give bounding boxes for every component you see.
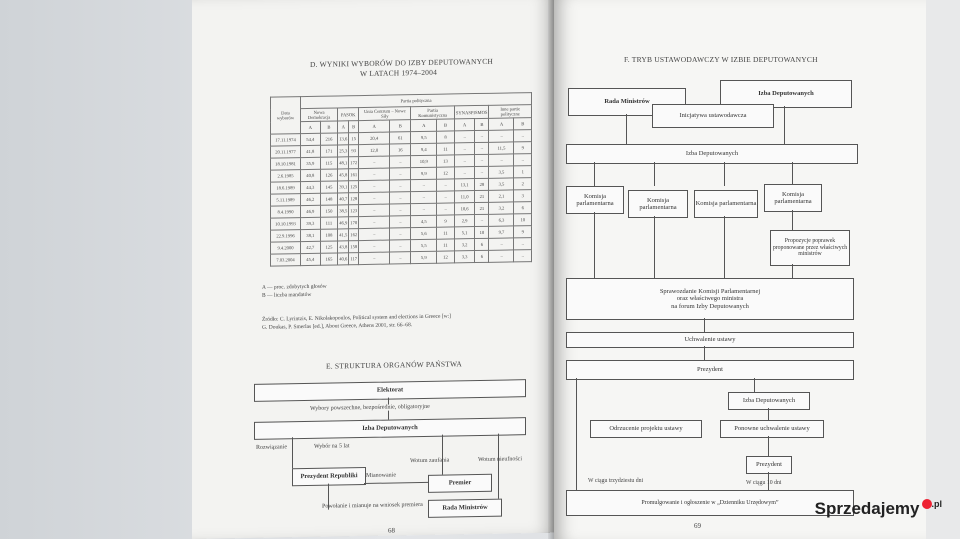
result-cell: – [359,180,390,193]
izba-box: Izba Deputowanych [254,417,526,440]
result-cell: 38,5 [338,205,349,217]
result-cell: 3,5 [489,166,514,178]
result-cell: – [454,143,475,155]
connector [792,162,793,186]
party-header: Partia polityczna [301,93,532,109]
result-cell: 44,3 [301,181,321,193]
result-cell: – [489,238,514,250]
result-cell: 6 [475,250,489,262]
sub-col-header: A [301,121,321,133]
uchwalenie-box: Uchwalenie ustawy [566,332,854,348]
watermark-logo [815,499,942,519]
result-cell: 3,2 [454,239,475,251]
result-cell: 8 [437,131,455,143]
result-cell: – [359,156,390,169]
result-cell: 171 [320,145,338,157]
result-cell: 1 [514,166,532,178]
result-cell: – [359,216,390,229]
result-cell: 125 [349,181,359,193]
election-date-cell: 18.6.1989 [271,182,301,195]
result-cell: 13 [437,155,455,167]
result-cell: – [390,192,411,204]
result-cell: 35,9 [301,157,321,169]
w-ciagu-30-label: W ciągu trzydziestu dni [588,478,644,484]
result-cell: – [390,216,411,228]
result-cell: 158 [349,241,359,253]
rada-ministrow-box: Rada Ministrów [568,88,686,116]
election-date-cell: 18.10.1981 [271,158,301,171]
result-cell: 11 [437,143,455,155]
result-cell: 145 [320,181,338,193]
result-cell: 54,4 [301,133,321,145]
result-cell: 93 [349,145,359,157]
sub-col-header: B [320,121,338,133]
sub-col-header: A [411,119,437,131]
legend-a: A — proc. zdobytych głosów [262,283,327,291]
result-cell: 39,1 [338,181,349,193]
result-cell: 28 [475,178,489,190]
party-col-header: SYNASPISMOS [454,105,489,119]
sub-col-header: B [390,120,411,132]
result-cell: 9 [514,142,532,154]
result-cell: 25,3 [338,145,349,157]
prezydent-box: Prezydent Republiki [292,467,366,486]
sub-col-header: A [338,121,349,133]
election-date-cell: 2.6.1985 [271,170,301,183]
heading-f: F. TRYB USTAWODAWCZY W IZBIE DEPUTOWANYCH [624,55,818,64]
result-cell: 128 [349,193,359,205]
sub-col-header: B [349,121,359,133]
result-cell: – [359,252,390,265]
result-cell: – [411,203,437,215]
result-cell: – [390,228,411,240]
result-cell: 40,7 [338,193,349,205]
result-cell: – [390,180,411,192]
result-cell: 16 [390,144,411,156]
prezydent-box: Prezydent [566,360,854,380]
watermark-text: Sprzedajemy [814,499,920,518]
source-line2: G. Doukas, P. Smerlas [ed.], About Greece, Athens 2001, str. 66–68. [262,322,413,331]
result-cell: 42,7 [301,241,321,253]
right-page [554,0,932,539]
result-cell: 11,5 [489,142,514,154]
result-cell: 11,0 [454,191,475,203]
result-cell: – [359,192,390,205]
result-cell: 5,6 [411,227,437,239]
connector [654,162,655,186]
result-cell: 10 [475,226,489,238]
result-cell: 6,3 [489,214,514,226]
result-cell: 11 [437,227,455,239]
connector [784,106,785,144]
result-cell: 3,2 [489,202,514,214]
result-cell: 10,9 [411,155,437,167]
result-cell: – [475,166,489,178]
result-cell: 165 [320,253,338,265]
result-cell: – [514,154,532,166]
premier-box: Premier [428,474,492,493]
result-cell: 38,1 [301,229,321,241]
sprawozdanie-line3: na forum Izby Deputowanych [671,302,749,310]
result-cell: 61 [390,132,411,144]
result-cell: 148 [320,193,338,205]
izba-box-3: Izba Deputowanych [728,392,810,410]
result-cell: – [489,130,514,142]
wybory-label: Wybory powszechne, bezpośrednie, obligatoryjne [310,403,430,412]
result-cell: 21 [475,202,489,214]
sprawozdanie-line2: oraz właściwego ministra [676,295,744,303]
result-cell: 46,9 [301,205,321,217]
party-col-header: Partia Komunistyczna [411,106,454,120]
result-cell: – [514,130,532,142]
heading-e: E. STRUKTURA ORGANÓW PAŃSTWA [326,359,463,371]
party-col-header: Unia Centrum – Nowe Siły [359,107,411,121]
result-cell: 46,9 [338,217,349,229]
komisja-box-1: Komisja parlamentarna [566,186,624,214]
result-cell: 5,1 [454,227,475,239]
source-line1: Źródło: C. Lyrintzis, E. Nikolakopoulos, Political system and elections in Greece [w:] [262,313,451,323]
result-cell: 12,0 [359,144,390,157]
result-cell: – [514,238,532,250]
result-cell: 216 [320,133,338,145]
result-cell: 15 [349,133,359,145]
connector [654,216,655,278]
komisja-box-3: Komisja parlamentarna [694,190,758,218]
odrzucenie-box: Odrzucenie projektu ustawy [590,420,702,438]
result-cell: 126 [320,169,338,181]
watermark-tld: .pl [931,499,942,509]
result-cell: – [475,214,489,226]
result-cell: 40,8 [301,169,321,181]
connector [754,378,755,392]
result-cell: – [514,250,532,262]
result-cell: – [489,250,514,262]
result-cell: 41,8 [301,145,321,157]
result-cell: – [390,252,411,264]
connector [792,210,793,230]
result-cell: – [411,191,437,203]
result-cell: 20,4 [359,132,390,145]
connector [704,346,705,360]
result-cell: – [489,154,514,166]
result-cell: – [359,204,390,217]
result-cell: 2,9 [454,215,475,227]
mianowanie-label: Mianowanie [366,472,396,479]
election-date-cell: 22.9.1996 [271,230,301,243]
result-cell: – [454,155,475,167]
sub-col-header: A [489,118,514,130]
result-cell: 12 [437,251,455,263]
election-date-cell: 20.11.1977 [271,146,301,159]
result-cell: – [390,168,411,180]
wybor5-label: Wybór na 5 lat [314,443,350,450]
connector [724,216,725,278]
connector [768,408,769,420]
result-cell: 162 [349,229,359,241]
legend-b: B — liczba mandatów [262,291,312,299]
prezydent-box-2: Prezydent [746,456,792,474]
result-cell: 9 [437,215,455,227]
result-cell: 6 [514,202,532,214]
result-cell: 123 [349,205,359,217]
heading-d-line2: W LATACH 1974–2004 [360,67,438,79]
connector [576,378,577,490]
result-cell: 161 [349,169,359,181]
result-cell: – [359,168,390,181]
sprawozdanie-box [566,278,854,320]
result-cell: 117 [349,253,359,265]
result-cell: 150 [320,205,338,217]
party-col-header: Inne partie polityczne [489,105,532,119]
wotum-nieufnosci-label: Wotum nieufności [478,456,523,464]
powolanie-label: Powołanie i mianuje na wniosek premiera [322,501,423,510]
connector [792,264,793,278]
w-ciagu-10-label: W ciągu 10 dni [746,480,782,486]
result-cell: 9,5 [411,131,437,143]
election-results-table [270,92,532,267]
sub-col-header: A [359,120,390,133]
col-date-header: Data wyborów [271,97,301,135]
left-page [192,0,554,539]
result-cell: – [437,203,455,215]
result-cell: 45,8 [338,169,349,181]
result-cell: – [475,130,489,142]
ponowne-box: Ponowne uchwalenie ustawy [720,420,824,438]
result-cell: 45,4 [301,253,321,265]
page-number-right: 69 [694,522,701,530]
result-cell: – [390,156,411,168]
result-cell: 46,2 [301,193,321,205]
sub-col-header: B [437,119,455,131]
result-cell: 10 [514,214,532,226]
rada-ministrow-box: Rada Ministrów [428,499,502,518]
election-date-cell: 5.11.1989 [271,194,301,207]
result-cell: – [390,204,411,216]
result-cell: – [475,154,489,166]
propozycje-box: Propozycje poprawek proponowane przez właściwych ministrów [770,230,850,266]
promulgacja-box: Promulgowanie i ogłoszenie w „Dzienniku Urzędowym” [566,490,854,516]
result-cell: 3,3 [454,251,475,263]
result-cell: 40,6 [338,253,349,265]
result-cell: 11 [437,239,455,251]
result-cell: 21 [475,190,489,202]
election-date-cell: 9.4.2000 [271,242,301,255]
result-cell: 125 [320,241,338,253]
result-cell: 48,1 [338,157,349,169]
election-date-cell: 7.03.2004 [271,254,301,267]
result-cell: – [359,240,390,253]
connector [364,482,428,484]
party-col-header: Nowa Demokracja [301,108,338,122]
connector [498,434,499,506]
connector [594,162,595,186]
result-cell: 13,1 [454,179,475,191]
heading-d-line1: D. WYNIKI WYBORÓW DO IZBY DEPUTOWANYCH [310,56,494,69]
result-cell: 2 [514,178,532,190]
result-cell: 108 [320,229,338,241]
result-cell: 41,5 [338,229,349,241]
connector [594,212,595,278]
result-cell: – [437,179,455,191]
komisja-box-2: Komisja parlamentarna [628,190,688,218]
result-cell: 43,8 [338,241,349,253]
election-date-cell: 8.4.1990 [271,206,301,219]
page-number-left: 68 [388,526,395,535]
result-cell: 9 [514,226,532,238]
table-edge [926,0,960,539]
izba-box-2: Izba Deputowanych [566,144,858,164]
result-cell: 2,1 [489,190,514,202]
result-cell: 9,7 [489,226,514,238]
connector [704,318,705,332]
result-cell: 9,4 [411,143,437,155]
result-cell: – [475,142,489,154]
result-cell: 6 [475,238,489,250]
result-cell: 9,9 [411,167,437,179]
result-cell: 5,5 [411,239,437,251]
elektorat-box: Elektorat [254,379,526,402]
sub-col-header: B [475,118,489,130]
election-date-cell: 10.10.1993 [271,218,301,231]
sub-col-header: B [514,118,532,130]
party-col-header: PASOK [338,108,359,121]
result-cell: 39,3 [301,217,321,229]
result-cell: – [437,191,455,203]
result-cell: – [454,131,475,143]
result-cell: 12 [437,167,455,179]
result-cell: 170 [349,217,359,229]
result-cell: 10,6 [454,203,475,215]
connector [768,436,769,456]
result-cell: – [390,240,411,252]
result-cell: 3,5 [489,178,514,190]
sub-col-header: A [454,119,475,131]
result-cell: 13,6 [338,133,349,145]
result-cell: 115 [320,157,338,169]
izba-deputowanych-box: Izba Deputowanych [720,80,852,108]
wotum-zaufania-label: Wotum zaufania [410,457,450,465]
result-cell: 3 [514,190,532,202]
result-cell: – [411,179,437,191]
inicjatywa-box: Inicjatywa ustawodawcza [652,104,774,128]
result-cell: 5,9 [411,251,437,263]
result-cell: – [359,228,390,241]
election-date-cell: 17.11.1974 [271,134,301,147]
komisja-box-4: Komisja parlamentarna [764,184,822,212]
result-cell: 111 [320,217,338,229]
result-cell: – [454,167,475,179]
connector [724,162,725,186]
result-cell: 4,5 [411,215,437,227]
connector [626,114,627,144]
sprawozdanie-line1: Sprawozdanie Komisji Parlamentarnej [659,288,761,296]
watermark-dot-icon [922,499,932,509]
rozwiazanie-label: Rozwiązanie [256,444,287,451]
result-cell: 172 [349,157,359,169]
